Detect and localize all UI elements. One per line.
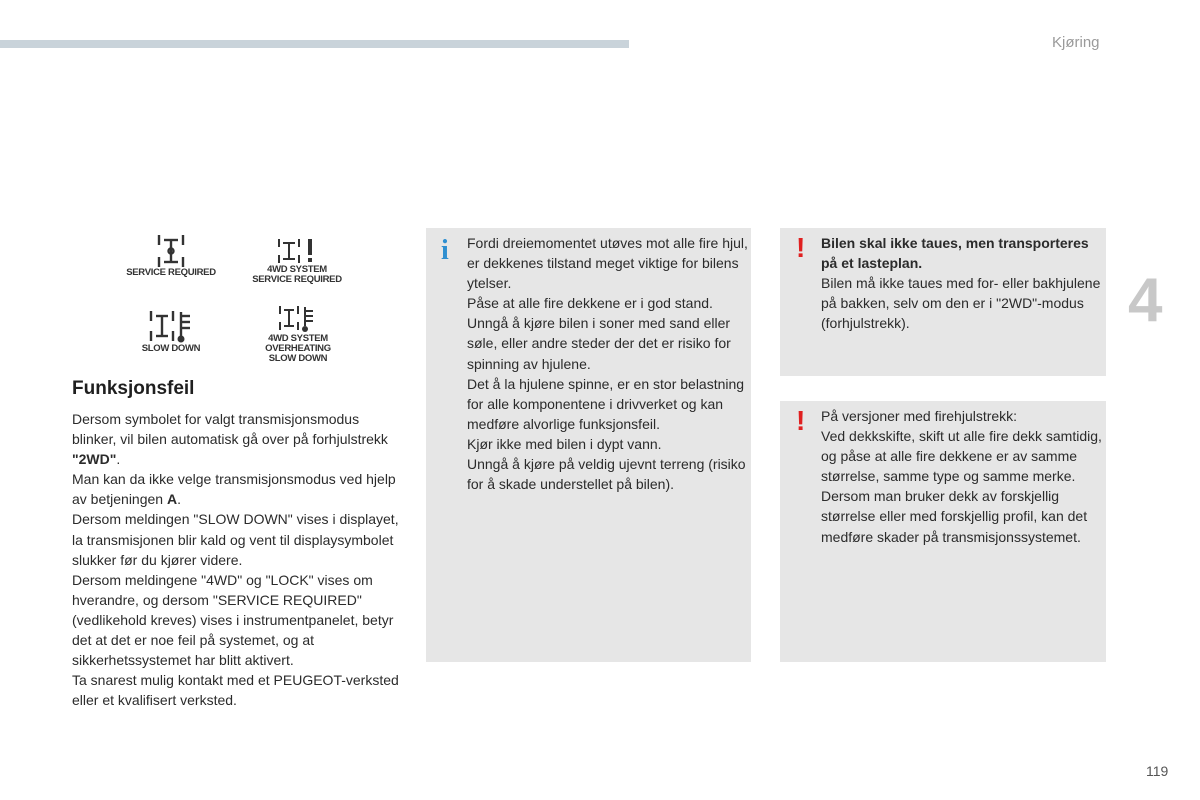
section-title: Kjøring bbox=[1052, 34, 1100, 51]
warning-bold-line: Bilen skal ikke taues, men transporteres på et lasteplan. bbox=[821, 235, 1089, 272]
towing-warning-text bbox=[821, 233, 1105, 333]
paragraph-2: Man kan da ikke velge transmisjonsmodus ved hjelp av betjeningen A. bbox=[72, 471, 396, 508]
paragraph-3: Dersom meldingen "SLOW DOWN" vises i displayet, la transmisjonen blir kald og vent til displaysymbolet slukker før du kjører videre. bbox=[72, 511, 399, 568]
tyre-warning-text bbox=[821, 406, 1105, 547]
paragraph-4: Dersom meldingene "4WD" og "LOCK" vises om hverandre, og dersom "SERVICE REQUIRED" (vedlikehold kreves) vises i instrumentpanelet, betyr det at det er noe feil på systemet, og at sikkerhetssystemet har blitt aktivert. bbox=[72, 571, 394, 669]
tyre-warning-box bbox=[780, 401, 1106, 662]
info-paragraph: Unngå å kjøre bilen i soner med sand eller søle, eller andre steder der det er risiko for spinning av hjulene. bbox=[467, 315, 731, 372]
slow-down-icon bbox=[148, 308, 194, 344]
slow-down-indicator bbox=[118, 308, 224, 354]
icon-label-line: 4WD SYSTEM OVERHEATING bbox=[265, 333, 331, 354]
service-required-icon bbox=[154, 232, 188, 268]
chapter-number: 4 bbox=[1128, 266, 1163, 335]
4wd-overheating-icon bbox=[278, 304, 318, 334]
warning-paragraph: Bilen må ikke taues med for- eller bakhjulene på bakken, selv om den er i "2WD"-modus (forhjulstrekk). bbox=[821, 275, 1101, 332]
4wd-service-required-indicator bbox=[244, 237, 350, 285]
info-text bbox=[467, 233, 751, 494]
info-paragraph: Det å la hjulene spinne, er en stor belastning for alle komponentene i drivverket og kan medføre alvorlige funksjonsfeil. bbox=[467, 375, 745, 432]
warning-paragraph: Dersom man bruker dekk av forskjellig størrelse eller med forskjellig profil, kan det medføre skader på transmisjonssystemet. bbox=[821, 488, 1088, 545]
paragraph-1: Dersom symbolet for valgt transmisjonsmodus blinker, vil bilen automatisk gå over på forhjulstrekk "2WD". bbox=[72, 411, 388, 468]
info-paragraph: Kjør ikke med bilen i dypt vann. bbox=[467, 435, 662, 452]
4wd-service-required-icon bbox=[277, 237, 317, 265]
4wd-overheating-indicator bbox=[240, 304, 356, 364]
paragraph-5: Ta snarest mulig kontakt med et PEUGEOT-verksted eller et kvalifisert verksted. bbox=[72, 672, 399, 709]
header-rule bbox=[0, 40, 629, 48]
section-heading: Funksjonsfeil bbox=[72, 378, 195, 399]
icon-label-line: SERVICE REQUIRED bbox=[252, 274, 342, 285]
main-text bbox=[72, 409, 402, 710]
icon-label-line: 4WD SYSTEM bbox=[267, 264, 327, 275]
info-paragraph: Fordi dreiemomentet utøves mot alle fire hjul, er dekkenes tilstand meget viktige for bilens ytelser. bbox=[467, 235, 748, 292]
icon-label-line: SLOW DOWN bbox=[141, 343, 201, 354]
icon-label-line: SERVICE REQUIRED bbox=[126, 267, 216, 278]
towing-warning-box bbox=[780, 228, 1106, 376]
service-required-indicator bbox=[118, 232, 224, 278]
info-paragraph: Påse at alle fire dekkene er i god stand. bbox=[467, 295, 713, 312]
info-box bbox=[426, 228, 751, 662]
warning-icon: ! bbox=[796, 405, 806, 436]
warning-icon: ! bbox=[796, 232, 806, 263]
info-icon: i bbox=[441, 235, 449, 266]
page-number: 119 bbox=[1146, 763, 1169, 779]
warning-paragraph: På versjoner med firehjulstrekk: bbox=[821, 408, 1018, 424]
info-paragraph: Unngå å kjøre på veldig ujevnt terreng (risiko for å skade understellet på bilen). bbox=[467, 456, 746, 493]
warning-paragraph: Ved dekkskifte, skift ut alle fire dekk samtidig, og påse at alle fire dekkene er av samme størrelse, samme type og samme merke. bbox=[821, 428, 1102, 485]
icon-label-line: SLOW DOWN bbox=[268, 353, 328, 364]
